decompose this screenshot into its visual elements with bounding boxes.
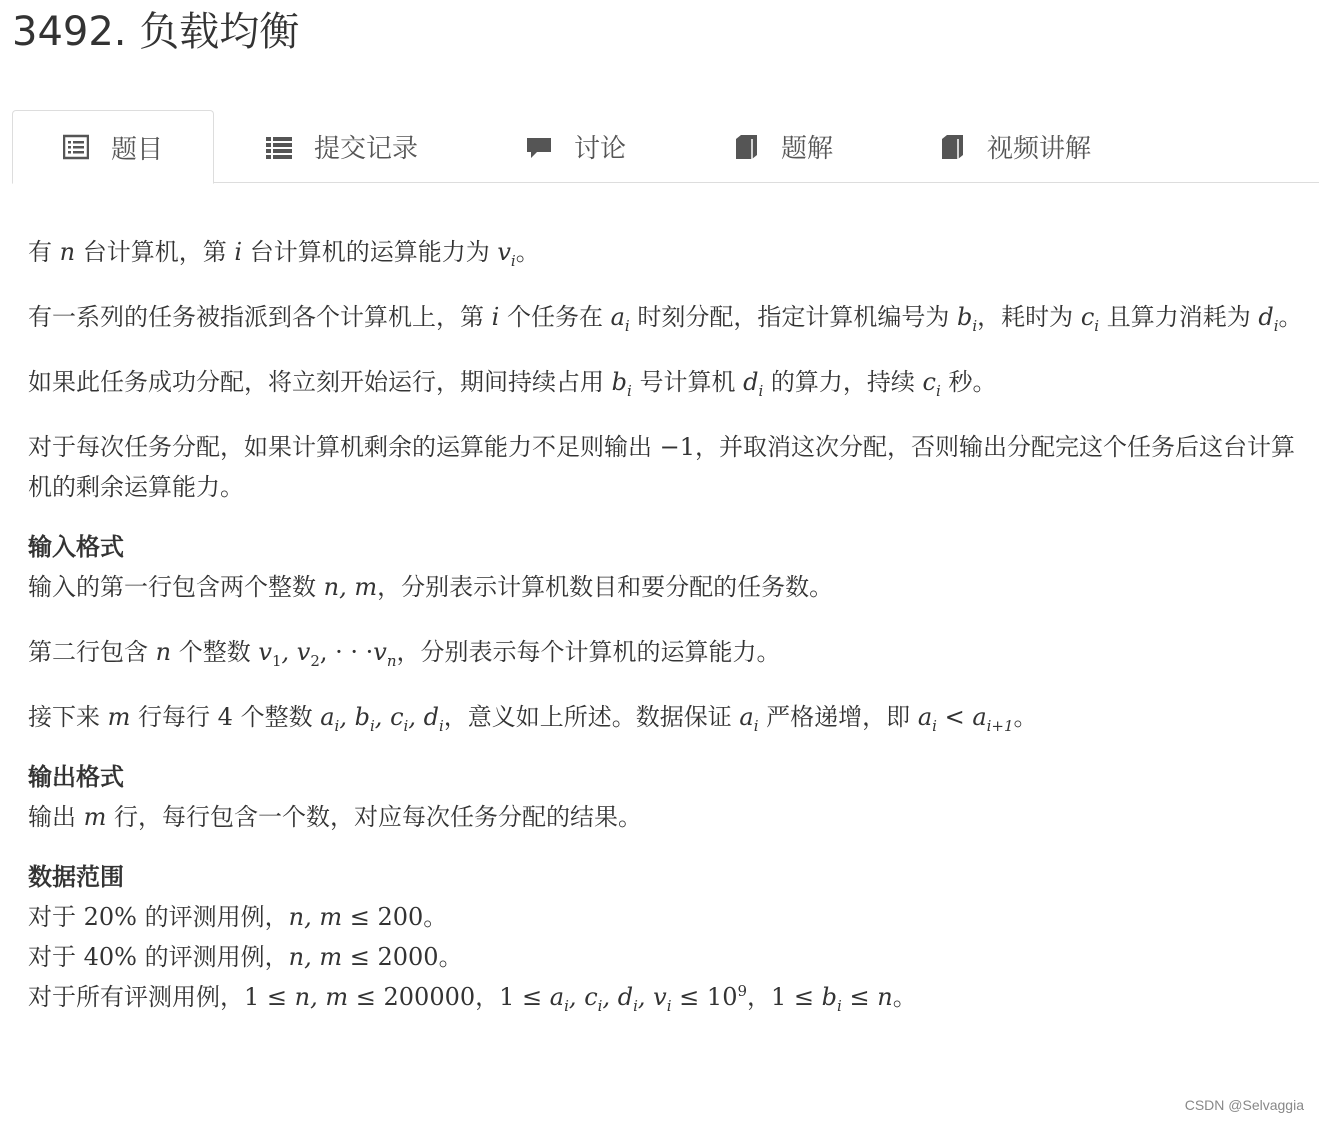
tab-label: 讨论 (574, 134, 627, 164)
description-paragraph: 有一系列的任务被指派到各个计算机上，第 i 个任务在 $a_i$ 时刻分配，指定计算机编号为 $b_i$，耗时为 $c_i$ 且算力消耗为 $d_i$。 (28, 303, 1303, 335)
list-alt-icon (63, 134, 89, 160)
input-paragraph: 第二行包含 n 个整数 $v_1$, $v_2$, · · $\cdot v_n$，分别表示每个计算机的运算能力。 (28, 638, 781, 670)
book-icon (733, 134, 759, 160)
range-line: 对于 40% 的评测用例，n, m ≤ 2000。 (28, 943, 463, 971)
tab-submissions[interactable] (266, 110, 418, 183)
output-paragraph: 输出 m 行，每行包含一个数，对应每次任务分配的结果。 (28, 803, 643, 831)
output-format-heading: 输出格式 (28, 763, 124, 791)
tab-label: 视频讲解 (987, 134, 1092, 164)
description-paragraph: 如果此任务成功分配，将立刻开始运行，期间持续占用 $b_i$ 号计算机 $d_i$ 的算力，持续 $c_i$ 秒。 (28, 368, 997, 400)
list-icon (266, 134, 292, 160)
input-paragraph: 输入的第一行包含两个整数 n, m，分别表示计算机数目和要分配的任务数。 (28, 573, 834, 601)
tab-label: 题解 (781, 134, 834, 164)
comment-icon (526, 134, 552, 160)
input-paragraph: 接下来 m 行每行 4 个整数 $a_i$, $b_i$, $c_i$, $d_i$，意义如上所述。数据保证 $a_i$ 严格递增，即 $a_i < a_{i+1}$。 (28, 703, 1038, 735)
tab-video[interactable] (939, 110, 1091, 183)
data-range-heading: 数据范围 (28, 863, 124, 891)
watermark: CSDN @Selvaggia (1184, 1097, 1304, 1113)
range-line: 对于所有评测用例，1 ≤ n, m ≤ 200000，$1 \le a_i$, $c_i$, $d_i$, $v_i \le 10^9$，$1 \le b_i \le n$。 (28, 982, 917, 1015)
description-paragraph: 有 n 台计算机，第 i 台计算机的运算能力为 $v_i$。 (28, 238, 540, 270)
book-icon (939, 134, 965, 160)
page-title: 3492. 负载均衡 (12, 9, 300, 55)
tab-problem[interactable] (12, 110, 214, 184)
tab-bar (12, 110, 1319, 183)
description-paragraph: 对于每次任务分配，如果计算机剩余的运算能力不足则输出 −1，并取消这次分配，否则输出分配完这个任务后这台计算机的剩余运算能力。 (28, 433, 1296, 501)
tab-discussion[interactable] (526, 110, 626, 183)
input-format-heading: 输入格式 (28, 533, 124, 561)
tab-label: 题目 (111, 134, 164, 165)
problem-content (28, 232, 1313, 1017)
tab-label: 提交记录 (314, 134, 419, 164)
range-line: 对于 20% 的评测用例，n, m ≤ 200。 (28, 903, 448, 931)
tab-solutions[interactable] (733, 110, 833, 183)
